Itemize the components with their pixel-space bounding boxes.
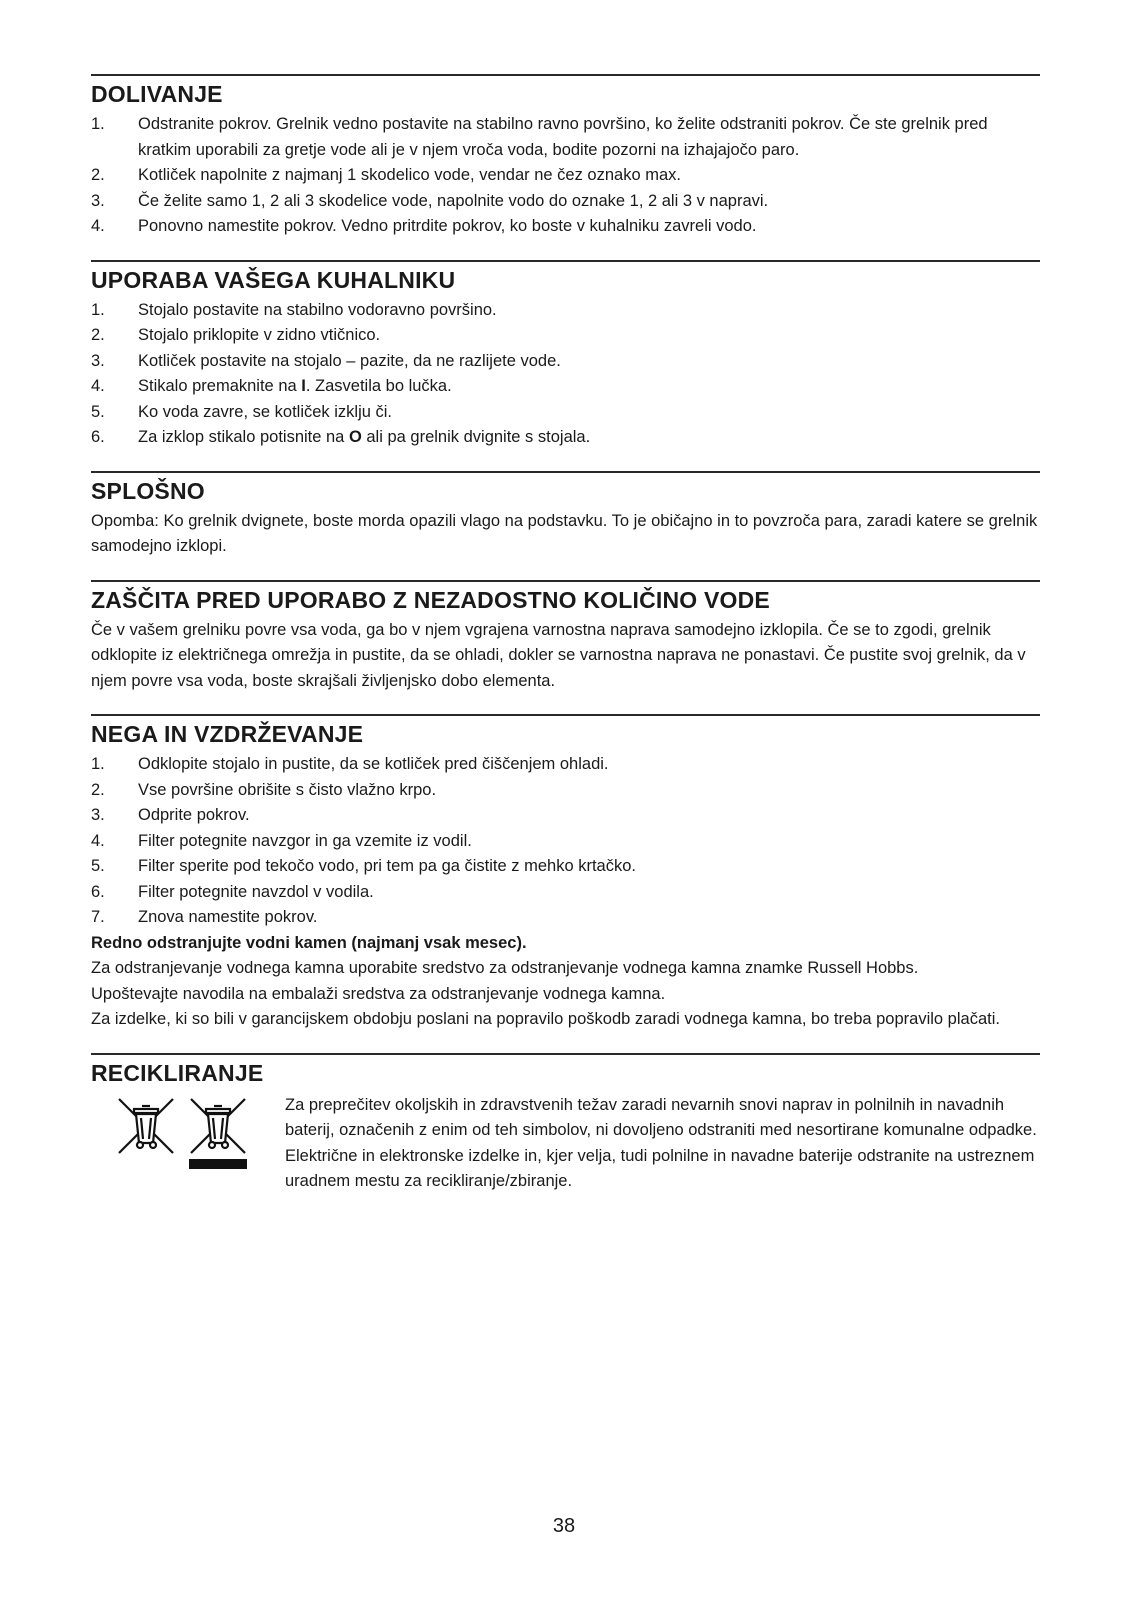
list-item: 2. Stojalo priklopite v zidno vtičnico.: [91, 326, 381, 344]
list-item: 3. Kotliček postavite na stojalo – pazite, da ne razlijete vode.: [91, 351, 561, 370]
list-item: 3. Če želite samo 1, 2 ali 3 skodelice vode, napolnite vodo do oznake 1, 2 ali 3 v napravi.: [91, 191, 769, 210]
section-zascita: [91, 580, 1040, 695]
recycling-symbols: [91, 1093, 285, 1195]
paragraph: Upoštevajte navodila na embalaži sredstva za odstranjevanje vodnega kamna.: [91, 984, 666, 1003]
list-item: 2. Vse površine obrišite s čisto vlažno krpo.: [91, 780, 437, 799]
crossed-bin-with-bar-icon: [189, 1097, 247, 1195]
section-splosno: [91, 471, 1040, 560]
list-item: 6. Za izklop stikalo potisnite na O ali pa grelnik dvignite s stojala.: [91, 428, 591, 446]
paragraph: Za izdelke, ki so bili v garancijskem obdobju poslani na popravilo poškodb zaradi vodnega kamna, bo treba popravilo plačati.: [91, 1010, 1000, 1028]
paragraph: Za odstranjevanje vodnega kamna uporabite sredstvo za odstranjevanje vodnega kamna znamke Russell Hobbs.: [91, 959, 919, 977]
section-uporaba: [91, 260, 1040, 451]
paragraph: Opomba: Ko grelnik dvignete, boste morda opazili vlago na podstavku. To je običajno in to povzroča para, zaradi katere se grelnik samodejno izklopi.: [91, 511, 1038, 555]
manual-page: [91, 74, 1040, 1215]
page-number: 38: [552, 1515, 576, 1537]
section-dolivanje: [91, 74, 1040, 240]
crossed-bin-icon: [117, 1097, 175, 1195]
section-title: ZAŠČITA PRED UPORABO Z NEZADOSTNO KOLIČINO VODE: [91, 586, 770, 613]
section-title: DOLIVANJE: [91, 81, 223, 107]
list-item: 6. Filter potegnite navzdol v vodila.: [91, 882, 374, 901]
list-item: 1. Odstranite pokrov. Grelnik vedno postavite na stabilno ravno površino, ko želite odstraniti pokrov. Če ste grelnik pred kratkim uporabili za gretje vode ali je v njem vroča voda, bodite pozorni na izhajajočo paro.: [91, 115, 988, 159]
section-recikliranje: [91, 1053, 1040, 1195]
list-item: 4. Stikalo premaknite na I. Zasvetila bo lučka.: [91, 377, 452, 395]
list-item: 2. Kotliček napolnite z najmanj 1 skodelico vode, vendar ne čez oznako max.: [91, 166, 681, 184]
section-title: RECIKLIRANJE: [91, 1059, 264, 1086]
bold-note: Redno odstranjujte vodni kamen (najmanj vsak mesec).: [91, 933, 527, 952]
list-item: 4. Filter potegnite navzgor in ga vzemite iz vodil.: [91, 831, 472, 850]
numbered-list: [91, 752, 1040, 931]
list-item: 7. Znova namestite pokrov.: [91, 908, 318, 926]
list-item: 5. Filter sperite pod tekočo vodo, pri tem pa ga čistite z mehko krtačko.: [91, 857, 636, 875]
numbered-list: [91, 298, 1040, 451]
section-title: SPLOŠNO: [91, 477, 205, 504]
list-item: 1. Odklopite stojalo in pustite, da se kotliček pred čiščenjem ohladi.: [91, 755, 609, 773]
list-item: 5. Ko voda zavre, se kotliček izklju či.: [91, 402, 393, 421]
list-item: 4. Ponovno namestite pokrov. Vedno pritrdite pokrov, ko boste v kuhalniku zavreli vodo.: [91, 217, 757, 235]
list-item: 3. Odprite pokrov.: [91, 806, 250, 824]
section-nega: [91, 714, 1040, 1033]
section-title: NEGA IN VZDRŽEVANJE: [91, 721, 364, 747]
recycling-block: [91, 1093, 1040, 1195]
paragraph: Če v vašem grelniku povre vsa voda, ga bo v njem vgrajena varnostna naprava samodejno izklopila. Če se to zgodi, grelnik odklopite iz električnega omrežja in pustite, da se ohladi, dokler se varnostna naprava ne ponastavi. Če pustite svoj grelnik, da v njem povre vsa voda, boste skrajšali življenjsko dobo elementa.: [91, 620, 1026, 690]
solid-bar: [189, 1159, 247, 1169]
list-item: 1. Stojalo postavite na stabilno vodoravno površino.: [91, 300, 497, 319]
paragraph: Za preprečitev okoljskih in zdravstvenih težav zaradi nevarnih snovi naprav in polnilnih in navadnih baterij, označenih z enim od teh simbolov, ni dovoljeno odstraniti med nesortirane komunalne odpadke. Električne in elektronske izdelke in, kjer velja, tudi polnilne in navadne baterije odstranite na ustreznem uradnem mestu za recikliranje/zbiranje.: [285, 1095, 1037, 1190]
numbered-list: [91, 112, 1040, 240]
section-title: UPORABA VAŠEGA KUHALNIKU: [91, 266, 456, 293]
